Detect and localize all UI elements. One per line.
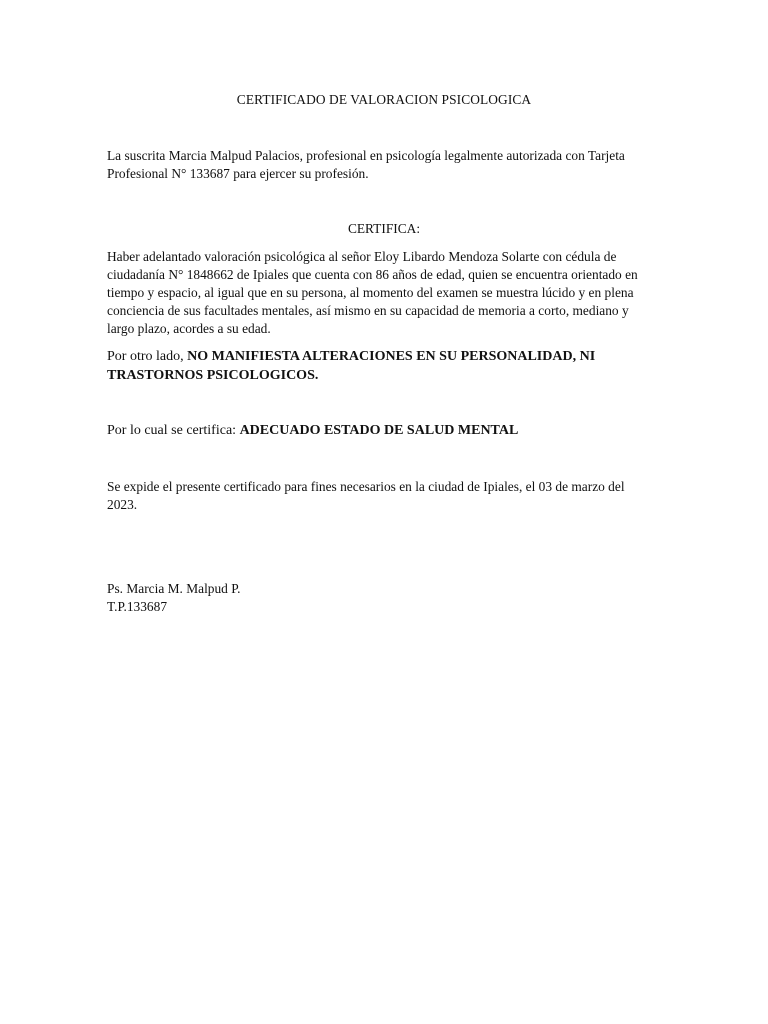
certifica-heading: CERTIFICA: [347, 221, 421, 236]
intro-paragraph: La suscrita Marcia Malpud Palacios, profesional en psicología legalmente autorizada con Tarjeta Profesional N° 133687 para ejercer su profesión. [107, 148, 625, 181]
conclusion-paragraph [107, 422, 657, 440]
findings-paragraph [107, 347, 657, 385]
conclusion-bold-text: ADECUADO ESTADO DE SALUD MENTAL [239, 423, 519, 438]
findings-prefix: Por otro lado, [107, 349, 188, 364]
document-title: CERTIFICADO DE VALORACION PSICOLOGICA [236, 92, 532, 107]
findings-bold-text: NO MANIFIESTA ALTERACIONES EN SU PERSONALIDAD, NI TRASTORNOS PSICOLOGICOS. [107, 349, 596, 383]
signature-tp: T.P.133687 [107, 599, 168, 614]
signature-name: Ps. Marcia M. Malpud P. [107, 581, 241, 596]
signature-block [107, 580, 657, 616]
conclusion-prefix: Por lo cual se certifica: [107, 423, 240, 438]
assessment-paragraph: Haber adelantado valoración psicológica al señor Eloy Libardo Mendoza Solarte con cédula de ciudadanía N° 1848662 de Ipiales que cuenta con 86 años de edad, quien se encuentra orientado en tiempo y espacio, al igual que en su persona, al momento del examen se muestra lúcido y en plena conciencia de sus facultades mentales, así mismo en su capacidad de memoria a corto, mediano y largo plazo, acordes a su edad. [107, 249, 638, 336]
issuance-paragraph: Se expide el presente certificado para fines necesarios en la ciudad de Ipiales, el 03 de marzo del 2023. [107, 479, 625, 512]
